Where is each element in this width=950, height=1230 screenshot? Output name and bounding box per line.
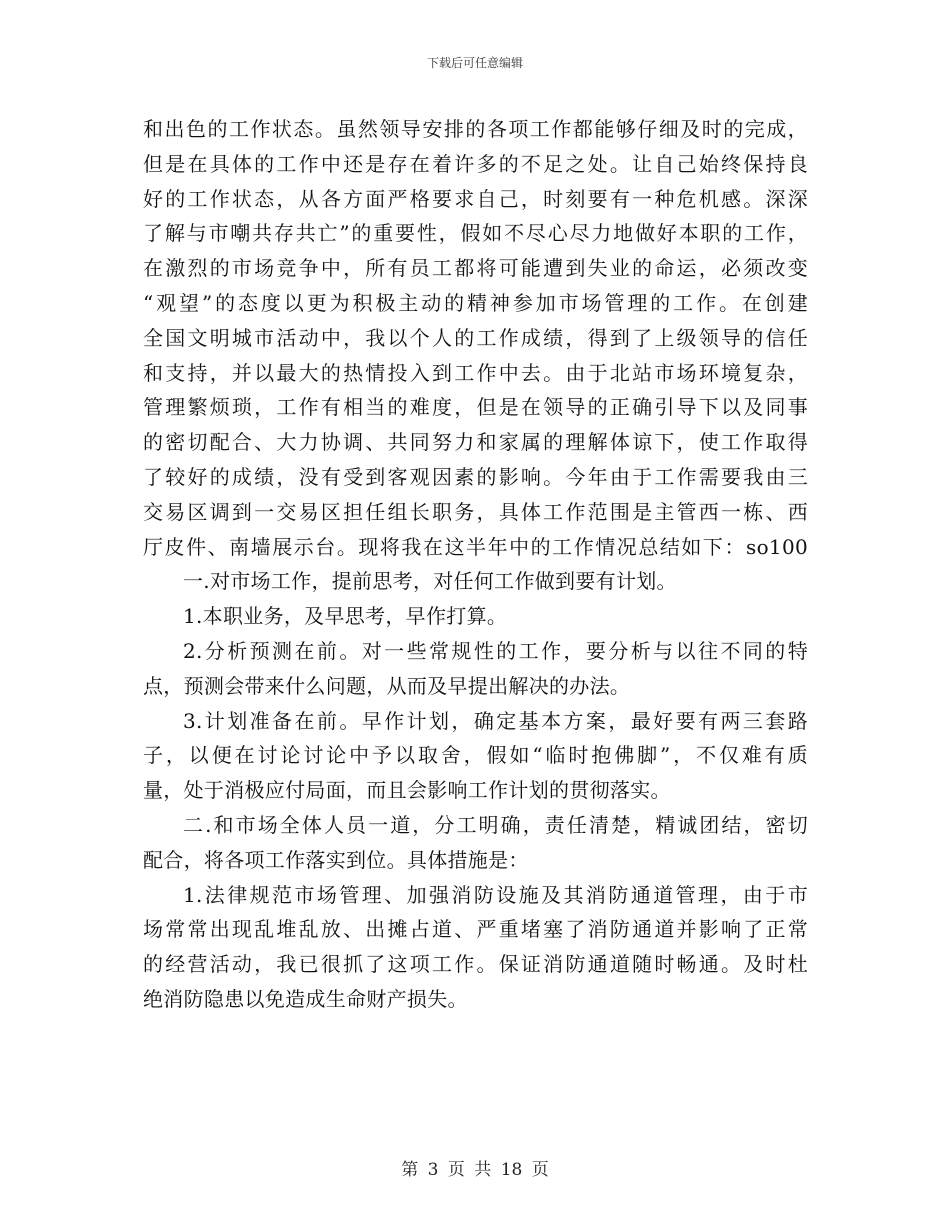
- text-line: 厅皮件、南墙展示台。现将我在这半年中的工作情况总结如下：so100: [143, 534, 808, 559]
- page-number: 第 3 页 共 18 页: [401, 1160, 549, 1180]
- text-line: 好的工作状态，从各方面严格要求自己，时刻要有一种危机感。深深: [143, 186, 808, 211]
- text-line: 了解与市嘲共存共亡”的重要性，假如不尽心尽力地做好本职的工作，: [143, 221, 808, 246]
- text-line: 在激烈的市场竞争中，所有员工都将可能遭到失业的命运，必须改变: [143, 256, 808, 281]
- text-line: 交易区调到一交易区担任组长职务，具体工作范围是主管西一栋、西: [143, 499, 808, 524]
- text-line: 子，以便在讨论讨论中予以取舍，假如“临时抱佛脚”，不仅难有质: [143, 743, 808, 768]
- list-item-4: 1.法律规范市场管理、加强消防设施及其消防通道管理，由于市: [183, 882, 808, 907]
- list-item-3: 3.计划准备在前。早作计划，确定基本方案，最好要有两三套路: [183, 708, 808, 733]
- page-header: 下载后可任意编辑: [426, 56, 523, 70]
- text-line: 的经营活动，我已很抓了这项工作。保证消防通道随时畅通。及时杜: [143, 952, 808, 977]
- text-line: 点，预测会带来什么问题，从而及早提出解决的办法。: [143, 673, 631, 698]
- text-line: 的密切配合、大力协调、共同努力和家属的理解体谅下，使工作取得: [143, 430, 808, 455]
- list-item-1: 1.本职业务，及早思考，早作打算。: [183, 604, 508, 629]
- text-line: 管理繁烦琐，工作有相当的难度，但是在领导的正确引导下以及同事: [143, 395, 808, 420]
- text-line: 绝消防隐患以免造成生命财产损失。: [143, 986, 468, 1011]
- text-line: “观望”的态度以更为积极主动的精神参加市场管理的工作。在创建: [143, 290, 808, 315]
- text-line: 场常常出现乱堆乱放、出摊占道、严重堵塞了消防通道并影响了正常: [143, 917, 808, 942]
- list-item-2: 2.分析预测在前。对一些常规性的工作，要分析与以往不同的特: [183, 638, 808, 663]
- section-heading-1: 一.对市场工作，提前思考，对任何工作做到要有计划。: [183, 569, 677, 594]
- text-line: 和出色的工作状态。虽然领导安排的各项工作都能够仔细及时的完成，: [143, 117, 808, 141]
- text-line: 全国文明城市活动中，我以个人的工作成绩，得到了上级领导的信任: [143, 325, 808, 350]
- document-body: [143, 112, 808, 1017]
- text-line: 但是在具体的工作中还是存在着许多的不足之处。让自己始终保持良: [143, 151, 808, 176]
- text-line: 配合，将各项工作落实到位。具体措施是：: [143, 847, 529, 872]
- text-line: 和支持，并以最大的热情投入到工作中去。由于北站市场环境复杂，: [143, 360, 808, 385]
- section-heading-2: 二.和市场全体人员一道，分工明确，责任清楚，精诚团结，密切: [183, 812, 808, 837]
- text-line: 量，处于消极应付局面，而且会影响工作计划的贯彻落实。: [143, 778, 671, 803]
- text-line: 了较好的成绩，没有受到客观因素的影响。今年由于工作需要我由三: [143, 464, 808, 489]
